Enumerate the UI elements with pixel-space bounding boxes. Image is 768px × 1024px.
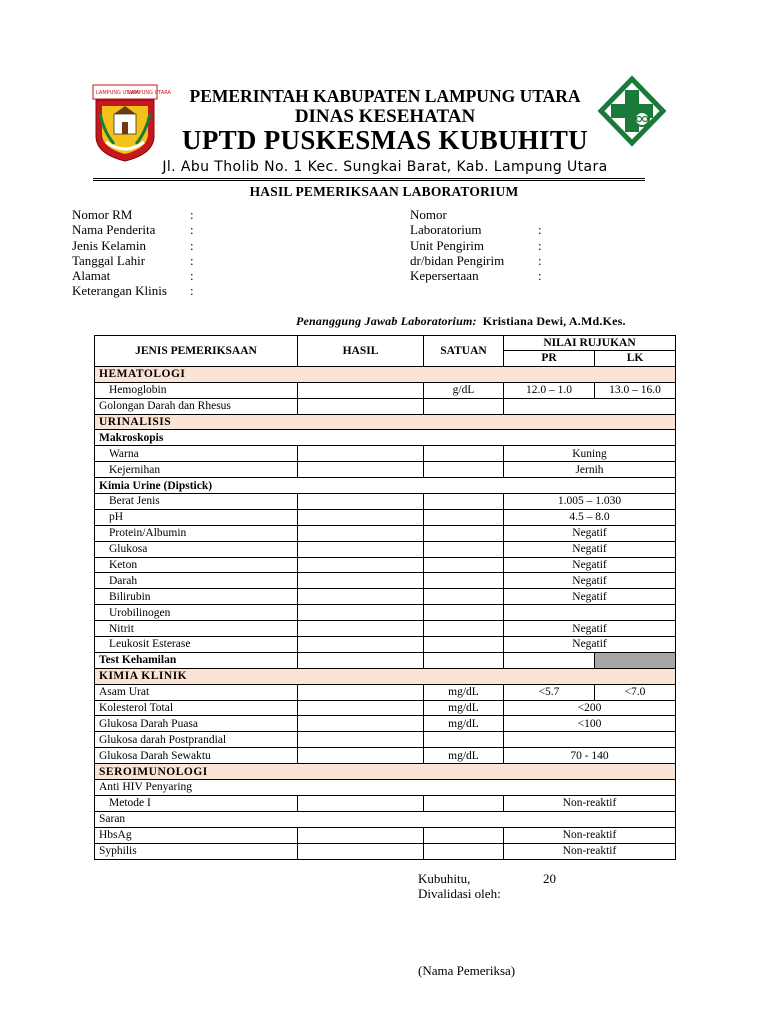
- table-row: [95, 652, 676, 668]
- result-cell[interactable]: [298, 398, 424, 414]
- info-colon: :: [190, 237, 194, 253]
- info-row: [72, 268, 194, 284]
- reference-female-cell: 12.0 – 1.0: [504, 382, 595, 398]
- header-government: PEMERINTAH KABUPATEN LAMPUNG UTARA: [189, 86, 581, 106]
- table-row: [95, 716, 676, 732]
- reference-cell: Non-reaktif: [504, 843, 676, 859]
- table-header-row: [95, 336, 676, 351]
- test-name: Leukosit Esterase: [95, 637, 298, 653]
- test-name: Syphilis: [95, 843, 298, 859]
- test-name: Glukosa Darah Sewaktu: [95, 748, 298, 764]
- group-label-row: [95, 780, 676, 796]
- test-name: Nitrit: [95, 621, 298, 637]
- info-row: [72, 283, 194, 299]
- result-cell[interactable]: [298, 573, 424, 589]
- result-cell[interactable]: [298, 462, 424, 478]
- document-title: HASIL PEMERIKSAAN LABORATORIUM: [249, 184, 519, 199]
- info-row: [72, 222, 194, 238]
- unit-cell: [424, 398, 504, 414]
- info-colon: :: [190, 252, 194, 268]
- section-header-row: [95, 414, 676, 430]
- test-name: Test Kehamilan: [95, 652, 298, 668]
- subsection-row: [95, 430, 676, 446]
- table-row: [95, 573, 676, 589]
- table-row: [95, 589, 676, 605]
- reference-cell: Kuning: [504, 446, 676, 462]
- table-row: [95, 446, 676, 462]
- info-row: [410, 207, 504, 222]
- table-row: [95, 684, 676, 700]
- reference-cell: [504, 732, 676, 748]
- table-row: [95, 621, 676, 637]
- lab-responsible-name: Kristiana Dewi, A.Md.Kes.: [482, 314, 626, 328]
- col-header-female: PR: [504, 351, 595, 367]
- section-title: KIMIA KLINIK: [95, 668, 676, 684]
- group-label-row: [95, 811, 676, 827]
- info-row: [410, 252, 542, 268]
- unit-cell: [424, 462, 504, 478]
- table-row: [95, 827, 676, 843]
- reference-cell: Negatif: [504, 621, 676, 637]
- section-header-row: [95, 668, 676, 684]
- unit-cell: [424, 605, 504, 621]
- col-header-unit: SATUAN: [424, 336, 504, 367]
- test-name: HbsAg: [95, 827, 298, 843]
- test-name: Asam Urat: [95, 684, 298, 700]
- info-colon: :: [190, 207, 194, 222]
- logo-text-left: LAMPUNG UTARA: [96, 90, 139, 96]
- result-cell[interactable]: [298, 525, 424, 541]
- reference-male-cell: <7.0: [595, 684, 676, 700]
- result-cell[interactable]: [298, 621, 424, 637]
- info-label: Laboratorium: [410, 222, 482, 238]
- puskesmas-logo: [598, 76, 666, 146]
- test-name: Kolesterol Total: [95, 700, 298, 716]
- result-cell[interactable]: [298, 541, 424, 557]
- table-row: [95, 557, 676, 573]
- header-department: DINAS KESEHATAN: [294, 106, 476, 127]
- result-cell[interactable]: [298, 732, 424, 748]
- lab-responsible: [296, 314, 626, 329]
- patient-info-left: [72, 207, 194, 299]
- result-cell[interactable]: [298, 382, 424, 398]
- test-name: Berat Jenis: [95, 494, 298, 510]
- reference-cell: Negatif: [504, 637, 676, 653]
- examiner-name-placeholder: (Nama Pemeriksa): [418, 963, 516, 978]
- info-label: Unit Pengirim: [410, 237, 485, 253]
- result-cell[interactable]: [298, 748, 424, 764]
- unit-cell: [424, 652, 504, 668]
- info-colon: :: [190, 268, 194, 284]
- lab-results-table: [94, 335, 676, 860]
- table-row: [95, 732, 676, 748]
- reference-female-cell: [504, 652, 595, 668]
- test-name: Bilirubin: [95, 589, 298, 605]
- section-header-row: [95, 764, 676, 780]
- reference-cell: 70 - 140: [504, 748, 676, 764]
- table-row: [95, 525, 676, 541]
- unit-cell: g/dL: [424, 382, 504, 398]
- test-name: Glukosa Darah Puasa: [95, 716, 298, 732]
- reference-cell: 1.005 – 1.030: [504, 494, 676, 510]
- info-label: Jenis Kelamin: [72, 237, 147, 253]
- lab-responsible-label: Penanggung Jawab Laboratorium:: [296, 314, 477, 328]
- signature-place: Kubuhitu,: [418, 871, 471, 886]
- reference-cell: Negatif: [504, 557, 676, 573]
- test-name: Urobilinogen: [95, 605, 298, 621]
- info-label: dr/bidan Pengirim: [410, 252, 505, 268]
- reference-cell: [504, 398, 676, 414]
- unit-cell: [424, 573, 504, 589]
- group-label: Saran: [95, 811, 676, 827]
- reference-cell: [504, 605, 676, 621]
- subsection-row: [95, 478, 676, 494]
- signature-year: 20: [543, 871, 556, 886]
- unit-cell: [424, 494, 504, 510]
- header-divider-secondary: [93, 180, 645, 181]
- result-cell[interactable]: [298, 700, 424, 716]
- result-cell[interactable]: [298, 827, 424, 843]
- section-header-row: [95, 366, 676, 382]
- test-name: Glukosa: [95, 541, 298, 557]
- info-label: Alamat: [72, 268, 111, 284]
- col-header-reference: NILAI RUJUKAN: [504, 336, 676, 351]
- result-cell[interactable]: [298, 509, 424, 525]
- table-row: [95, 398, 676, 414]
- unit-cell: [424, 541, 504, 557]
- test-name: Metode I: [95, 795, 298, 811]
- unit-cell: [424, 589, 504, 605]
- table-row: [95, 748, 676, 764]
- info-label: Nama Penderita: [72, 222, 156, 238]
- table-row: [95, 494, 676, 510]
- info-label: Nomor: [410, 207, 447, 222]
- info-colon: :: [538, 252, 542, 268]
- col-header-test: JENIS PEMERIKSAAN: [95, 336, 298, 367]
- unit-cell: [424, 621, 504, 637]
- table-row: [95, 637, 676, 653]
- table-row: [95, 382, 676, 398]
- test-name: Keton: [95, 557, 298, 573]
- reference-cell: <100: [504, 716, 676, 732]
- info-label: Keterangan Klinis: [72, 283, 167, 299]
- table-row: [95, 605, 676, 621]
- unit-cell: [424, 525, 504, 541]
- info-row: [72, 207, 194, 222]
- result-cell[interactable]: [298, 843, 424, 859]
- test-name: Golongan Darah dan Rhesus: [95, 398, 298, 414]
- result-cell[interactable]: [298, 652, 424, 668]
- subsection-title: Makroskopis: [95, 430, 676, 446]
- result-cell[interactable]: [298, 494, 424, 510]
- test-name: Kejernihan: [95, 462, 298, 478]
- unit-cell: mg/dL: [424, 748, 504, 764]
- result-cell[interactable]: [298, 684, 424, 700]
- test-name: Warna: [95, 446, 298, 462]
- info-colon: :: [538, 237, 542, 253]
- table-row: [95, 509, 676, 525]
- unit-cell: mg/dL: [424, 684, 504, 700]
- result-cell[interactable]: [298, 589, 424, 605]
- info-row: [72, 237, 194, 253]
- kabupaten-lampung-utara-logo: [92, 84, 171, 162]
- result-cell[interactable]: [298, 557, 424, 573]
- subsection-title: Kimia Urine (Dipstick): [95, 478, 676, 494]
- header-address: Jl. Abu Tholib No. 1 Kec. Sungkai Barat, Kab. Lampung Utara: [162, 159, 608, 175]
- table-body: [95, 366, 676, 859]
- test-name: Darah: [95, 573, 298, 589]
- info-row: [410, 222, 542, 238]
- unit-cell: [424, 557, 504, 573]
- info-colon: :: [190, 283, 194, 299]
- info-row: [72, 252, 194, 268]
- info-colon: :: [538, 268, 542, 284]
- reference-cell: 4.5 – 8.0: [504, 509, 676, 525]
- reference-male-cell: 13.0 – 16.0: [595, 382, 676, 398]
- unit-cell: mg/dL: [424, 716, 504, 732]
- unit-cell: [424, 509, 504, 525]
- reference-cell: Jernih: [504, 462, 676, 478]
- reference-female-cell: <5.7: [504, 684, 595, 700]
- reference-cell: Non-reaktif: [504, 827, 676, 843]
- section-title: HEMATOLOGI: [95, 366, 676, 382]
- info-row: [410, 237, 542, 253]
- header-unit-name: UPTD PUSKESMAS KUBUHITU: [182, 125, 588, 155]
- reference-cell: Non-reaktif: [504, 795, 676, 811]
- reference-cell: Negatif: [504, 541, 676, 557]
- patient-info-right: [410, 207, 542, 284]
- table-row: [95, 700, 676, 716]
- table-row: [95, 462, 676, 478]
- info-label: Nomor RM: [72, 207, 133, 222]
- unit-cell: [424, 446, 504, 462]
- col-header-male: LK: [595, 351, 676, 367]
- test-name: pH: [95, 509, 298, 525]
- result-cell[interactable]: [298, 605, 424, 621]
- reference-cell: Negatif: [504, 589, 676, 605]
- unit-cell: [424, 732, 504, 748]
- result-cell[interactable]: [298, 795, 424, 811]
- result-cell[interactable]: [298, 716, 424, 732]
- result-cell[interactable]: [298, 637, 424, 653]
- table-row: [95, 843, 676, 859]
- test-name: Glukosa darah Postprandial: [95, 732, 298, 748]
- section-title: SEROIMUNOLOGI: [95, 764, 676, 780]
- table-row: [95, 795, 676, 811]
- test-name: Protein/Albumin: [95, 525, 298, 541]
- logo-text-right: LAMPUNG UTARA: [128, 90, 171, 96]
- info-row: [410, 268, 542, 284]
- validated-by-label: Divalidasi oleh:: [418, 886, 501, 901]
- reference-male-cell-disabled: [595, 652, 676, 668]
- section-title: URINALISIS: [95, 414, 676, 430]
- unit-cell: [424, 843, 504, 859]
- unit-cell: [424, 795, 504, 811]
- group-label: Anti HIV Penyaring: [95, 780, 676, 796]
- test-name: Hemoglobin: [95, 382, 298, 398]
- reference-cell: Negatif: [504, 525, 676, 541]
- result-cell[interactable]: [298, 446, 424, 462]
- unit-cell: [424, 637, 504, 653]
- info-colon: :: [538, 222, 542, 238]
- reference-cell: <200: [504, 700, 676, 716]
- table-row: [95, 541, 676, 557]
- unit-cell: mg/dL: [424, 700, 504, 716]
- unit-cell: [424, 827, 504, 843]
- col-header-result: HASIL: [298, 336, 424, 367]
- info-label: Tanggal Lahir: [72, 252, 146, 268]
- header-divider: [93, 178, 645, 179]
- info-label: Kepersertaan: [410, 268, 479, 284]
- info-colon: :: [190, 222, 194, 238]
- reference-cell: Negatif: [504, 573, 676, 589]
